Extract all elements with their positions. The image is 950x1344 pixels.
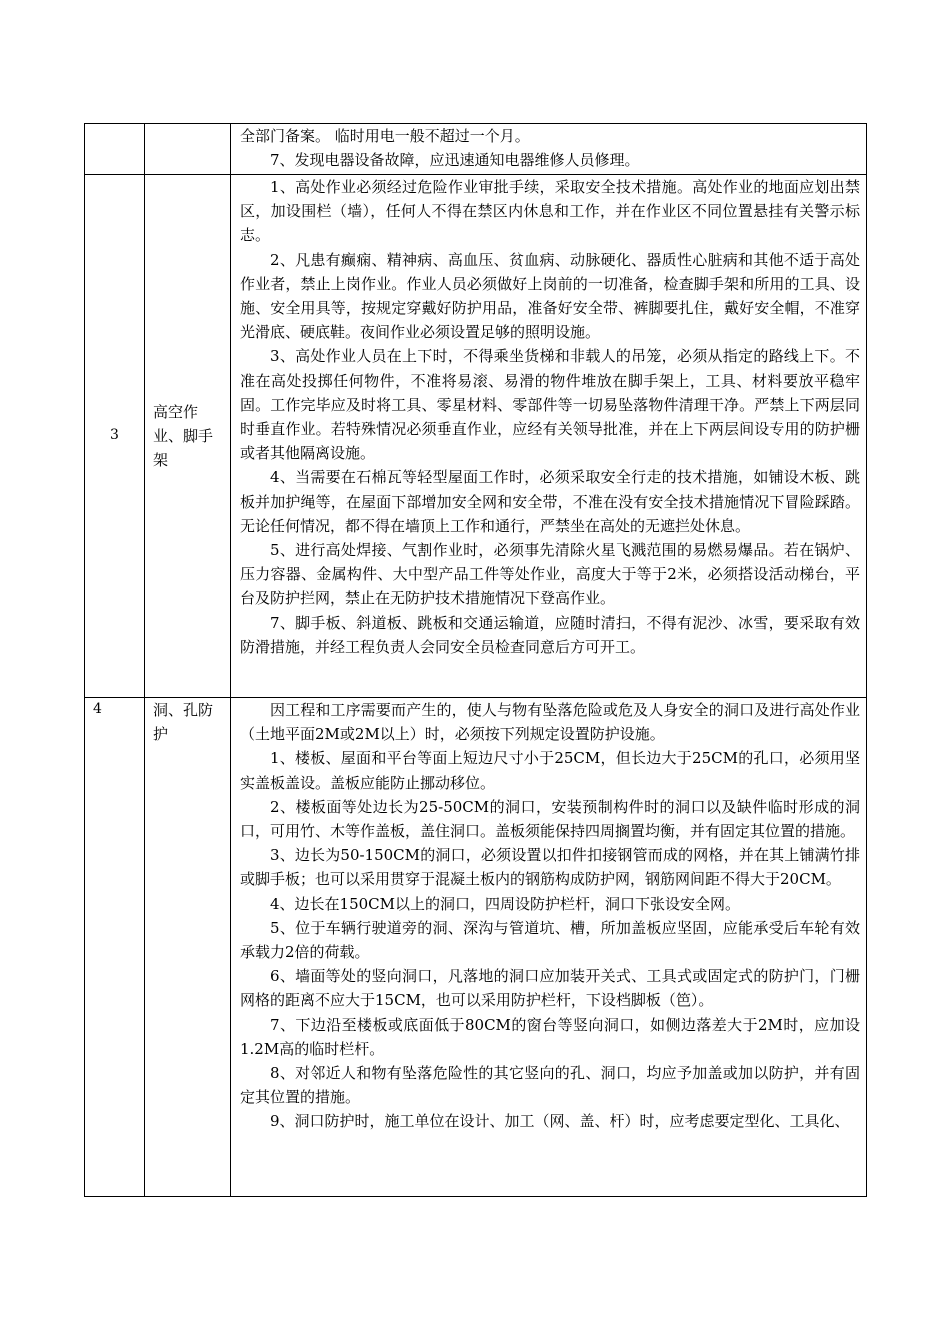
row-number-cell: 4 (85, 698, 145, 1197)
paragraph: 1、楼板、屋面和平台等面上短边尺寸小于25CM，但长边大于25CM的孔口，必须用坚实盖板盖设。盖板应能防止挪动移位。 (240, 749, 860, 792)
table-row (85, 124, 867, 175)
row-content-cell (231, 124, 867, 175)
paragraph: 3、高处作业人员在上下时，不得乘坐货梯和非载人的吊笼，必须从指定的路线上下。不准在高处投掷任何物件，不准将易滚、易滑的物件堆放在脚手架上，工具、材料要放平稳牢固。工作完毕应及时将工具、零星材料、零部件等一切易坠落物件清理干净。严禁上下两层同时垂直作业。若特殊情况必须垂直作业，应经有关领导批准，并在上下两层间设专用的防护栅或者其他隔离设施。 (240, 347, 860, 463)
paragraph: 3、边长为50-150CM的洞口，必须设置以扣件扣接钢管而成的网格，并在其上铺满竹排或脚手板；也可以采用贯穿于混凝土板内的钢筋构成防护网，钢筋网间距不得大于20CM。 (240, 846, 860, 889)
table-row (85, 698, 867, 1197)
paragraph: 7、脚手板、斜道板、跳板和交通运输道，应随时清扫，不得有泥沙、冰雪，要采取有效防滑措施，并经工程负责人会同安全员检查同意后方可开工。 (240, 613, 860, 656)
paragraph: 7、发现电器设备故障，应迅速通知电器维修人员修理。 (270, 151, 640, 170)
paragraph: 7、下边沿至楼板或底面低于80CM的窗台等竖向洞口，如侧边落差大于2M时，应加设1.2M高的临时栏杆。 (240, 1015, 860, 1058)
row-content-cell (231, 175, 867, 698)
paragraph: 6、墙面等处的竖向洞口，凡落地的洞口应加装开关式、工具式或固定式的防护门，门栅网格的距离不应大于15CM，也可以采用防护栏杆，下设档脚板（笆）。 (240, 967, 860, 1010)
paragraph: 1、高处作业必须经过危险作业审批手续，采取安全技术措施。高处作业的地面应划出禁区，加设围栏（墙），任何人不得在禁区内休息和工作，并在作业区不同位置悬挂有关警示标志。 (240, 178, 860, 245)
row-number-cell: 3 (85, 175, 145, 698)
paragraph: 5、位于车辆行驶道旁的洞、深沟与管道坑、槽，所加盖板应坚固，应能承受后车轮有效承载力2倍的荷载。 (240, 918, 860, 962)
paragraph: 全部门备案。 临时用电一般不超过一个月。 (240, 127, 530, 145)
paragraph: 2、楼板面等处边长为25-50CM的洞口，安装预制构件时的洞口以及缺件临时形成的洞口，可用竹、木等作盖板，盖住洞口。盖板须能保持四周搁置均衡，并有固定其位置的措施。 (240, 797, 860, 841)
safety-measures-table (84, 123, 867, 1197)
paragraph: 4、边长在150CM以上的洞口，四周设防护栏杆，洞口下张设安全网。 (270, 894, 741, 913)
paragraph: 4、当需要在石棉瓦等轻型屋面工作时，必须采取安全行走的技术措施，如铺设木板、跳板并加护绳等，在屋面下部增加安全网和安全带，不准在没有安全技术措施情况下冒险踩踏。无论任何情况，都不得在墙顶上工作和通行，严禁坐在高处的无遮拦处休息。 (240, 468, 860, 535)
paragraph: 8、对邻近人和物有坠落危险性的其它竖向的孔、洞口，均应予加盖或加以防护，并有固定其位置的措施。 (240, 1064, 860, 1107)
row-category-cell: 洞、孔防护 (145, 698, 231, 1197)
paragraph: 9、洞口防护时，施工单位在设计、加工（网、盖、杆）时，应考虑要定型化、工具化、 (270, 1112, 850, 1131)
row-category-cell (145, 124, 231, 175)
paragraph: 5、进行高处焊接、气割作业时，必须事先清除火星飞溅范围的易燃易爆品。若在锅炉、压力容器、金属构件、大中型产品工件等处作业，高度大于等于2米，必须搭设活动梯台，平台及防护拦网，禁止在无防护技术措施情况下登高作业。 (240, 541, 860, 608)
row-number-cell (85, 124, 145, 175)
row-category-cell: 高空作业、脚手架 (145, 175, 231, 698)
row-content-cell (231, 698, 867, 1197)
paragraph: 因工程和工序需要而产生的，使人与物有坠落危险或危及人身安全的洞口及进行高处作业（土地平面2M或2M以上）时，必须按下列规定设置防护设施。 (240, 701, 860, 744)
table-row (85, 175, 867, 698)
paragraph: 2、凡患有癫痫、精神病、高血压、贫血病、动脉硬化、器质性心脏病和其他不适于高处作业者，禁止上岗作业。作业人员必须做好上岗前的一切准备，检查脚手架和所用的工具、设施、安全用具等，按规定穿戴好防护用品，准备好安全带、裤脚要扎住，戴好安全帽，不准穿光滑底、硬底鞋。夜间作业必须设置足够的照明设施。 (240, 250, 860, 342)
